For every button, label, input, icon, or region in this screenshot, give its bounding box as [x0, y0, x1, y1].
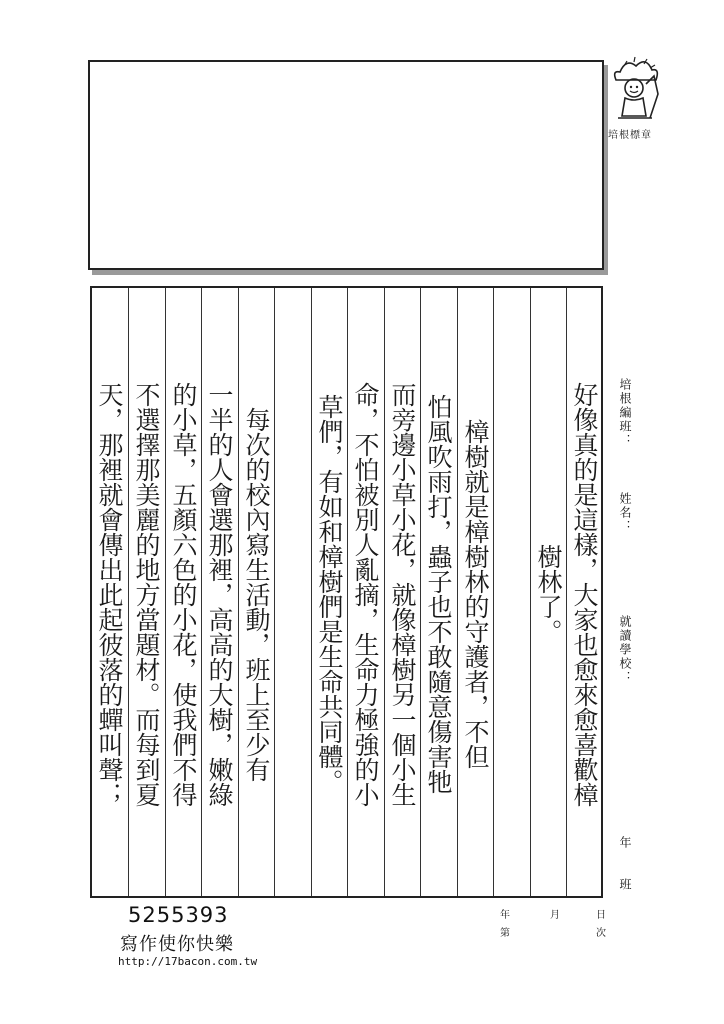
class-label: 培根編班：: [618, 378, 632, 448]
school-label: 就讀學校：: [618, 615, 632, 685]
essay-column-8: 草們，有如和樟樹們是生命共同體。: [315, 394, 344, 794]
essay-column-10: 每次的校內寫生活動，班上至少有: [242, 406, 271, 782]
date-no: 第: [500, 928, 510, 939]
essay-column-4: 樟樹就是樟樹林的守護者，不但: [461, 419, 490, 769]
date-day: 日: [596, 910, 606, 921]
essay-column-14: 天，那裡就會傳出此起彼落的蟬叫聲；: [95, 381, 124, 807]
essay-column-9: [275, 292, 311, 896]
name-label: 姓名：: [618, 492, 632, 534]
class-unit-label: 班: [618, 878, 632, 892]
stamp-label: 培根標章: [608, 130, 652, 141]
essay-column-6: 而旁邊小草小花，就像樟樹另一個小生: [388, 381, 417, 807]
essay-column-3: [494, 292, 530, 896]
brand-slogan: 寫作使你快樂: [120, 934, 234, 955]
date-year: 年: [500, 910, 510, 921]
teacher-comment-box: [88, 60, 604, 270]
date-times: 次: [596, 928, 606, 939]
writing-grid: [90, 286, 603, 898]
grade-label: 年: [618, 836, 632, 850]
essay-column-5: 怕風吹雨打，蟲子也不敢隨意傷害牠: [424, 394, 453, 794]
essay-column-11: 一半的人會選那裡，高高的大樹，嫩綠: [205, 381, 234, 807]
essay-column-2: 樹林了。: [534, 544, 563, 644]
essay-column-7: 命，不怕被別人亂摘，生命力極強的小: [351, 381, 380, 807]
brand-url[interactable]: http://17bacon.com.tw: [118, 955, 258, 968]
essay-column-13: 不選擇那美麗的地方當題材。而每到夏: [132, 381, 161, 807]
essay-column-12: 的小草，五顏六色的小花，使我們不得: [169, 381, 198, 807]
essay-column-1: 好像真的是這樣，大家也愈來愈喜歡樟: [570, 381, 599, 807]
date-month: 月: [550, 910, 560, 921]
barcode-number: 5255393: [128, 903, 229, 927]
